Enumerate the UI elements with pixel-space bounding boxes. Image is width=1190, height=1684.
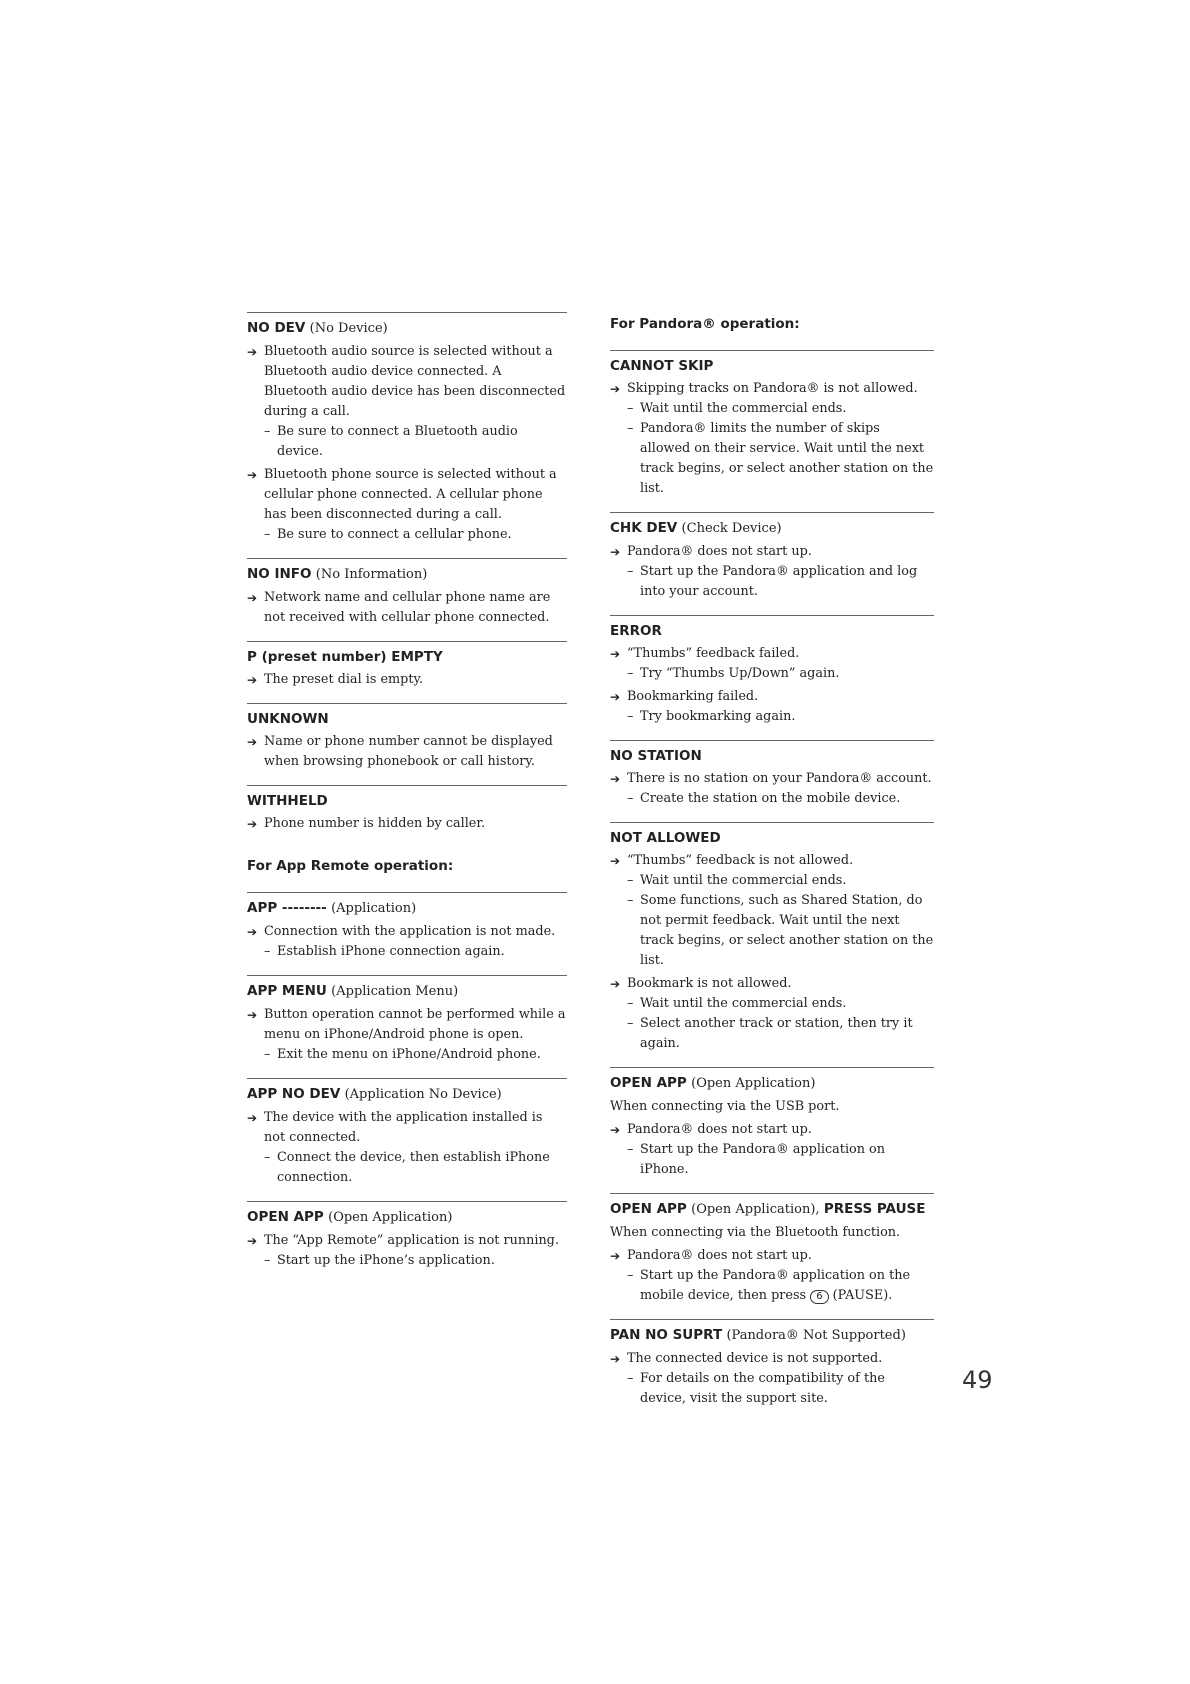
entry-no-info bbox=[247, 558, 567, 628]
arrow-icon: ➔ bbox=[247, 673, 258, 687]
remedy: – Be sure to connect a cellular phone. bbox=[264, 527, 512, 542]
entry-heading: WITHHELD bbox=[247, 793, 328, 809]
remedy: – Establish iPhone connection again. bbox=[264, 944, 505, 959]
remedy: – Exit the menu on iPhone/Android phone. bbox=[264, 1047, 541, 1062]
cause: ➔ The connected device is not supported. bbox=[610, 1349, 934, 1369]
remedy: – Select another track or station, then try it again. bbox=[627, 1016, 913, 1051]
arrow-icon: ➔ bbox=[247, 1111, 258, 1125]
cause: ➔ Skipping tracks on Pandora® is not allowed. bbox=[610, 379, 934, 399]
arrow-icon: ➔ bbox=[610, 854, 621, 868]
entry-heading: NO DEV (No Device) bbox=[247, 320, 388, 336]
entry-heading: OPEN APP (Open Application), PRESS PAUSE bbox=[610, 1201, 926, 1217]
cause: ➔ Name or phone number cannot be displayed when browsing phonebook or call history. bbox=[247, 734, 553, 769]
arrow-icon: ➔ bbox=[247, 735, 258, 749]
cause: ➔ Bookmark is not allowed. bbox=[610, 974, 934, 994]
remedy: – Start up the Pandora® application on iPhone. bbox=[627, 1142, 885, 1177]
pause-button-icon: 6 bbox=[810, 1290, 828, 1304]
arrow-icon: ➔ bbox=[610, 1249, 621, 1263]
remedy: – Try bookmarking again. bbox=[627, 709, 796, 724]
remedy: – Be sure to connect a Bluetooth audio device. bbox=[264, 424, 518, 459]
page-number: 49 bbox=[962, 1366, 993, 1394]
remedy: – Wait until the commercial ends. bbox=[627, 401, 847, 416]
arrow-icon: ➔ bbox=[610, 545, 621, 559]
entry-open-app-press-pause bbox=[610, 1193, 934, 1306]
cause: ➔ Connection with the application is not made. bbox=[247, 922, 567, 942]
arrow-icon: ➔ bbox=[610, 977, 621, 991]
entry-open-app bbox=[247, 1201, 567, 1271]
cause: ➔ “Thumbs” feedback failed. bbox=[610, 644, 934, 664]
entry-app bbox=[247, 892, 567, 962]
remedy: – Wait until the commercial ends. bbox=[627, 873, 847, 888]
remedy: – Some functions, such as Shared Station, do not permit feedback. Wait until the next track begins, or select another station on the list. bbox=[627, 893, 934, 968]
entry-heading: APP -------- (Application) bbox=[247, 900, 417, 916]
entry-heading: APP MENU (Application Menu) bbox=[247, 983, 459, 999]
section-heading-pandora: For Pandora® operation: bbox=[610, 316, 800, 332]
section-heading-app-remote: For App Remote operation: bbox=[247, 858, 454, 874]
remedy: – Create the station on the mobile device. bbox=[627, 791, 901, 806]
entry-heading: NO INFO (No Information) bbox=[247, 566, 428, 582]
cause: ➔ Network name and cellular phone name are not received with cellular phone connected. bbox=[247, 590, 551, 625]
arrow-icon: ➔ bbox=[610, 1352, 621, 1366]
cause: ➔ Pandora® does not start up. bbox=[610, 1120, 934, 1140]
remedy: – Try “Thumbs Up/Down” again. bbox=[627, 666, 840, 681]
entry-heading: NO STATION bbox=[610, 748, 702, 764]
remedy: – For details on the compatibility of the device, visit the support site. bbox=[627, 1371, 885, 1406]
arrow-icon: ➔ bbox=[247, 925, 258, 939]
entry-unknown bbox=[247, 703, 567, 772]
remedy: – Pandora® limits the number of skips allowed on their service. Wait until the next track begins, or select another station on the list. bbox=[627, 421, 934, 496]
cause: ➔ Pandora® does not start up. bbox=[610, 1246, 934, 1266]
entry-heading: PAN NO SUPRT (Pandora® Not Supported) bbox=[610, 1327, 906, 1343]
entry-heading: UNKNOWN bbox=[247, 711, 329, 727]
cause: ➔ Button operation cannot be performed while a menu on iPhone/Android phone is open. bbox=[247, 1007, 566, 1042]
arrow-icon: ➔ bbox=[247, 1008, 258, 1022]
entry-not-allowed bbox=[610, 822, 934, 1054]
entry-cannot-skip bbox=[610, 350, 934, 499]
entry-pan-no-suprt bbox=[610, 1319, 934, 1409]
entry-heading: ERROR bbox=[610, 623, 662, 639]
arrow-icon: ➔ bbox=[610, 690, 621, 704]
arrow-icon: ➔ bbox=[610, 1123, 621, 1137]
cause: ➔ Phone number is hidden by caller. bbox=[247, 814, 567, 834]
entry-heading: APP NO DEV (Application No Device) bbox=[247, 1086, 502, 1102]
cause: ➔ Bluetooth phone source is selected without a cellular phone connected. A cellular phone has been disconnected during a call. bbox=[247, 467, 557, 522]
entry-no-station bbox=[610, 740, 934, 809]
remedy: – Start up the Pandora® application and log into your account. bbox=[627, 564, 918, 599]
arrow-icon: ➔ bbox=[247, 817, 258, 831]
entry-withheld bbox=[247, 785, 567, 834]
left-column bbox=[247, 312, 567, 1284]
remedy: – Wait until the commercial ends. bbox=[627, 996, 847, 1011]
arrow-icon: ➔ bbox=[610, 647, 621, 661]
condition-note: When connecting via the USB port. bbox=[610, 1099, 840, 1114]
cause: ➔ Pandora® does not start up. bbox=[610, 542, 934, 562]
entry-heading: CHK DEV (Check Device) bbox=[610, 520, 782, 536]
entry-heading: P (preset number) EMPTY bbox=[247, 649, 443, 665]
entry-heading: CANNOT SKIP bbox=[610, 358, 714, 374]
condition-note: When connecting via the Bluetooth function. bbox=[610, 1225, 901, 1240]
arrow-icon: ➔ bbox=[610, 382, 621, 396]
cause: ➔ The device with the application installed is not connected. bbox=[247, 1110, 543, 1145]
remedy: – Start up the iPhone’s application. bbox=[264, 1253, 495, 1268]
cause: ➔ The “App Remote” application is not running. bbox=[247, 1231, 567, 1251]
entry-heading: OPEN APP (Open Application) bbox=[610, 1075, 816, 1091]
entry-app-no-dev bbox=[247, 1078, 567, 1188]
arrow-icon: ➔ bbox=[247, 591, 258, 605]
cause: ➔ The preset dial is empty. bbox=[247, 670, 567, 690]
arrow-icon: ➔ bbox=[247, 1234, 258, 1248]
entry-heading: OPEN APP (Open Application) bbox=[247, 1209, 453, 1225]
entry-error bbox=[610, 615, 934, 727]
entry-no-dev bbox=[247, 312, 567, 545]
entry-app-menu bbox=[247, 975, 567, 1065]
right-column bbox=[610, 314, 934, 1422]
entry-preset-empty bbox=[247, 641, 567, 690]
entry-open-app-usb bbox=[610, 1067, 934, 1180]
arrow-icon: ➔ bbox=[247, 468, 258, 482]
cause: ➔ Bookmarking failed. bbox=[610, 687, 934, 707]
remedy: – Start up the Pandora® application on the mobile device, then press 6 (PAUSE). bbox=[627, 1268, 911, 1303]
entry-chk-dev bbox=[610, 512, 934, 602]
cause: ➔ There is no station on your Pandora® account. bbox=[610, 769, 934, 789]
entry-heading: NOT ALLOWED bbox=[610, 830, 721, 846]
remedy: – Connect the device, then establish iPhone connection. bbox=[264, 1150, 550, 1185]
cause: ➔ “Thumbs” feedback is not allowed. bbox=[610, 851, 934, 871]
cause: ➔ Bluetooth audio source is selected without a Bluetooth audio device connected. A Bluetooth audio device has been disconnected during a call. bbox=[247, 344, 566, 419]
arrow-icon: ➔ bbox=[247, 345, 258, 359]
arrow-icon: ➔ bbox=[610, 772, 621, 786]
